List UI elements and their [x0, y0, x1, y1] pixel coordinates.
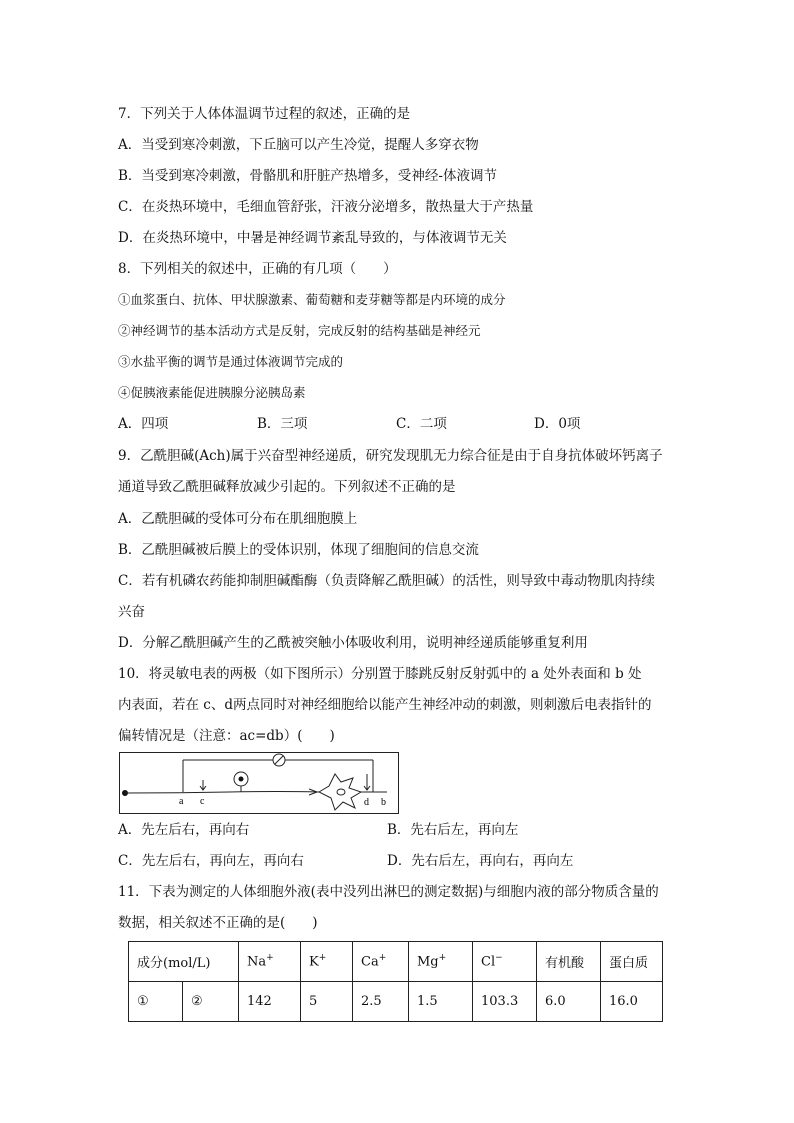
header-organic-acid: 有机酸 — [537, 942, 601, 982]
q7-option-b: B．当受到寒冷刺激，骨骼肌和肝脏产热增多，受神经-体液调节 — [118, 168, 497, 184]
header-label: 成分(mol/L) — [129, 942, 239, 982]
cell-row1-protein: 16.0 — [601, 982, 663, 1022]
q9-option-d: D．分解乙酰胆碱产生的乙酰被突触小体吸收利用，说明神经递质能够重复利用 — [118, 635, 588, 651]
diagram-frame — [120, 753, 399, 814]
q8-option-a: A．四项 — [118, 416, 169, 432]
header-na-sup: + — [266, 953, 274, 964]
label-a: a — [179, 796, 184, 807]
q8-statement-3: ③水盐平衡的调节是通过体液调节完成的 — [118, 354, 344, 369]
header-na-text: Na — [247, 954, 267, 970]
q9-stem-line2: 通道导致乙酰胆碱释放减少引起的。下列叙述不正确的是 — [118, 479, 456, 495]
neuron-nucleus — [337, 789, 345, 795]
header-protein: 蛋白质 — [601, 942, 663, 982]
q8-statement-4: ④促胰液素能促进胰腺分泌胰岛素 — [118, 385, 306, 400]
q11-stem-line2: 数据，相关叙述不正确的是( ) — [118, 915, 318, 931]
header-na — [239, 942, 301, 982]
cell-row1-k: 5 — [301, 982, 353, 1022]
cell-row1-organic-acid: 6.0 — [537, 982, 601, 1022]
q9-stem-line1: 9．乙酰胆碱(Ach)属于兴奋型神经递质，研究发现肌无力综合征是由于自身抗体破坏钙离子 — [118, 448, 663, 464]
q10-option-c: C．先左后右，再向左，再向右 — [118, 853, 304, 869]
q7-option-a: A．当受到寒冷刺激，下丘脑可以产生冷觉，提醒人多穿衣物 — [118, 137, 479, 153]
reflex-arc-diagram — [119, 752, 399, 814]
q8-stem: 8．下列相关的叙述中，正确的有几项（ ） — [118, 261, 397, 277]
cell-row1-col2: ② — [183, 982, 239, 1022]
q7-stem: 7．下列关于人体体温调节过程的叙述，正确的是 — [118, 106, 411, 122]
header-mg-text: Mg — [417, 954, 439, 970]
header-cl — [473, 942, 537, 982]
receptor-center — [239, 777, 244, 782]
cell-row1-cl: 103.3 — [473, 982, 537, 1022]
neuron-cell-body — [319, 774, 361, 810]
q11-stem-line1: 11．下表为测定的人体细胞外液(表中没列出淋巴的测定数据)与细胞内液的部分物质含量的 — [118, 884, 659, 900]
cell-row1-col1: ① — [129, 982, 183, 1022]
q10-stem-line1: 10．将灵敏电表的两极（如下图所示）分别置于膝跳反射反射弧中的 a 处外表面和 b 处 — [118, 666, 642, 682]
header-mg — [409, 942, 473, 982]
header-mg-sup: + — [438, 953, 447, 964]
q8-statement-1: ①血浆蛋白、抗体、甲状腺激素、葡萄糖和麦芽糖等都是内环境的成分 — [118, 292, 506, 307]
header-ca-sup: + — [378, 953, 387, 964]
q9-option-c-line1: C．若有机磷农药能抑制胆碱酯酶（负责降解乙酰胆碱）的活性，则导致中毒动物肌肉持续 — [118, 573, 655, 589]
nerve-fiber — [125, 792, 319, 794]
q10-option-b: B．先右后左，再向左 — [387, 822, 519, 838]
table-header-row — [129, 942, 663, 982]
q7-option-c: C．在炎热环境中，毛细血管舒张，汗液分泌增多，散热量大于产热量 — [118, 199, 534, 215]
header-ca — [353, 942, 409, 982]
header-k-text: K — [309, 954, 319, 970]
label-d: d — [364, 797, 369, 808]
cell-row1-na: 142 — [239, 982, 301, 1022]
header-cl-text: Cl — [481, 954, 496, 970]
header-k — [301, 942, 353, 982]
label-c: c — [200, 796, 205, 807]
cell-row1-mg: 1.5 — [409, 982, 473, 1022]
q8-option-b: B．三项 — [257, 416, 308, 432]
q9-option-b: B．乙酰胆碱被后膜上的受体识别，体现了细胞间的信息交流 — [118, 542, 479, 558]
header-ca-text: Ca — [361, 954, 379, 970]
q10-stem-line3: 偏转情况是（注意：ac=db）( ) — [118, 728, 335, 744]
header-k-sup: + — [318, 953, 327, 964]
cell-row1-ca: 2.5 — [353, 982, 409, 1022]
q10-stem-line2: 内表面，若在 c、d两点同时对神经细胞给以能产生神经冲动的刺激，则刺激后电表指针的 — [118, 697, 652, 713]
q10-option-a: A．先左后右，再向右 — [118, 822, 250, 838]
q10-option-d: D．先右后左，再向右，再向左 — [387, 853, 574, 869]
q8-option-c: C．二项 — [396, 416, 447, 432]
table-row — [129, 982, 663, 1022]
q9-option-a: A．乙酰胆碱的受体可分布在肌细胞膜上 — [118, 511, 358, 527]
header-cl-sup: − — [495, 953, 503, 964]
q8-statement-2: ②神经调节的基本活动方式是反射，完成反射的结构基础是神经元 — [118, 323, 481, 338]
label-b: b — [381, 797, 386, 808]
composition-table — [128, 941, 663, 1022]
q9-option-c-line2: 兴奋 — [118, 604, 145, 620]
q7-option-d: D．在炎热环境中，中暑是神经调节紊乱导致的，与体液调节无关 — [118, 230, 507, 246]
q8-option-d: D．0项 — [534, 416, 581, 432]
